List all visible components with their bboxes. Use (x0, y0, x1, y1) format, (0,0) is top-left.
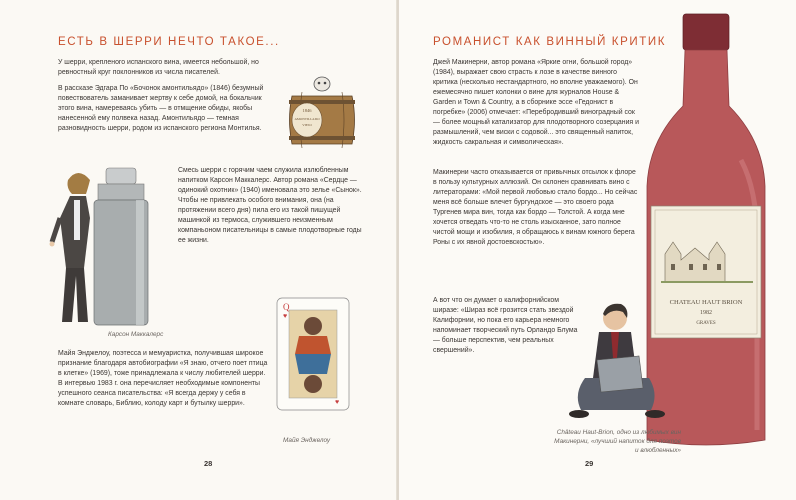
paragraph: У шерри, крепленого испанского вина, имеется небольшой, но ревностный круг поклонников из числа писателей. (58, 59, 259, 76)
bottle-label-sub: GRAVES (696, 321, 716, 326)
right-heading: РОМАНИСТ КАК ВИННЫЙ КРИТИК (433, 36, 667, 48)
page-right (399, 0, 796, 500)
page-number-left: 28 (204, 459, 213, 468)
paragraph: Смесь шерри с горячим чаем служила излюбленным напитком Карсон Маккалерс. Автор романа «Сердце — одинокий охотник» (1940) именовала это зелье «Сынок». Чтобы не привлекать особого внимания, она (на протяжении всего дня) пила его из такой пишущей машинкой из термоса, служившего неизменным компаньоном писательницы в самые плодотворные годы ее жизни. (178, 167, 362, 244)
paragraph: Майя Энджелоу, поэтесса и мемуаристка, получившая широкое признание благодаря автобиографии «Я знаю, отчего поет птица в клетке» (1969), тоже принадлежала к числу любителей шерри. В интервью 1983 г. она перечисляет необходимые компоненты успешного сеанса писательства: «Я всегда держу у себя в комнате словарь, Библию, колоду карт и бутылку шерри». (58, 350, 268, 407)
barrel-label: 1846 (302, 108, 312, 113)
svg-text:♥: ♥ (335, 399, 340, 406)
card-rank: Q (283, 302, 290, 312)
paragraph: В рассказе Эдгара По «Бочонок амонтильядо» (1846) безумный повествователь заманивает жертву к себе домой, на бокальчик этого вина, намереваясь убить — в отмщение обиды, якобы нанесенной ему полвека назад. Амонтильядо — темная разновидность шерри, родом из испанского региона Монтилья. (58, 85, 264, 132)
page-left (0, 0, 397, 500)
right-para-3 (433, 296, 583, 364)
svg-text:VIEJO: VIEJO (302, 123, 312, 127)
caption-mccullers: Карсон Маккалерс (108, 331, 164, 338)
left-para-2 (58, 84, 270, 142)
mccullers-thermos-illustration (48, 160, 158, 330)
right-para-1 (433, 58, 641, 156)
paragraph: А вот что он думает о калифорнийском ширазе: «Шираз всё грозится стать звездой Калифорнии, но пока его карьера немного напоминает творческий путь Орландо Блума — больше перспектив, чем реальных свершений». (433, 297, 578, 354)
caption-angelou: Майя Энджелоу (283, 437, 331, 444)
page-number-right: 29 (585, 459, 594, 468)
svg-text:♥: ♥ (283, 313, 288, 320)
mcinerney-illustration (567, 298, 667, 428)
paragraph: Макинерни часто отказывается от привычных отсылок к флоре в пользу культурных аллюзий. Он склонен сравнивать вино с литераторами: «Мой первой любовью стало бордо... Но сейчас меня всё больше влечет бургундское — это своего рода Тургенев мира вин, тогда как бордо — Толстой. А когда мне хочется отведать что-то не столь изысканное, зато полное чистой мощи и изобилия, я обращаюсь к винам южного берега Роны с их явной достоевскостью». (433, 169, 638, 246)
svg-text:AMONTILLADO: AMONTILLADO (294, 117, 320, 121)
left-para-1 (58, 58, 270, 86)
queen-card-illustration (275, 296, 355, 416)
left-heading: ЕСТЬ В ШЕРРИ НЕЧТО ТАКОЕ... (58, 36, 280, 48)
left-para-4 (58, 349, 270, 417)
right-para-2 (433, 168, 641, 256)
left-para-3 (178, 166, 366, 254)
bottle-label-name: CHATEAU HAUT BRION (669, 299, 743, 306)
bottle-label-year: 1982 (700, 310, 712, 316)
barrel-illustration (272, 70, 362, 150)
caption-bottle: Château Haut-Brion, одно из любимых вин Макинерни, «лучший напиток для поэтов и влюбленных» (554, 429, 681, 454)
paragraph: Джей Макинерни, автор романа «Яркие огни, большой город» (1984), выражает свою страсть к лозе в качестве винного критика (несколько нестандартного, но вполне уважаемого). Он ежемесячно пишет колонки о вине для журналов House & Garden и Town & Country, а в сборнике эссе «Гедонист в погребке» (2006) отмечает: «Перебродивший виноградный сок — более мощный катализатор для плодотворного созерцания и размышлений, чем виски с содовой... это священный напиток, жидкость сакральная и символическая». (433, 59, 639, 146)
